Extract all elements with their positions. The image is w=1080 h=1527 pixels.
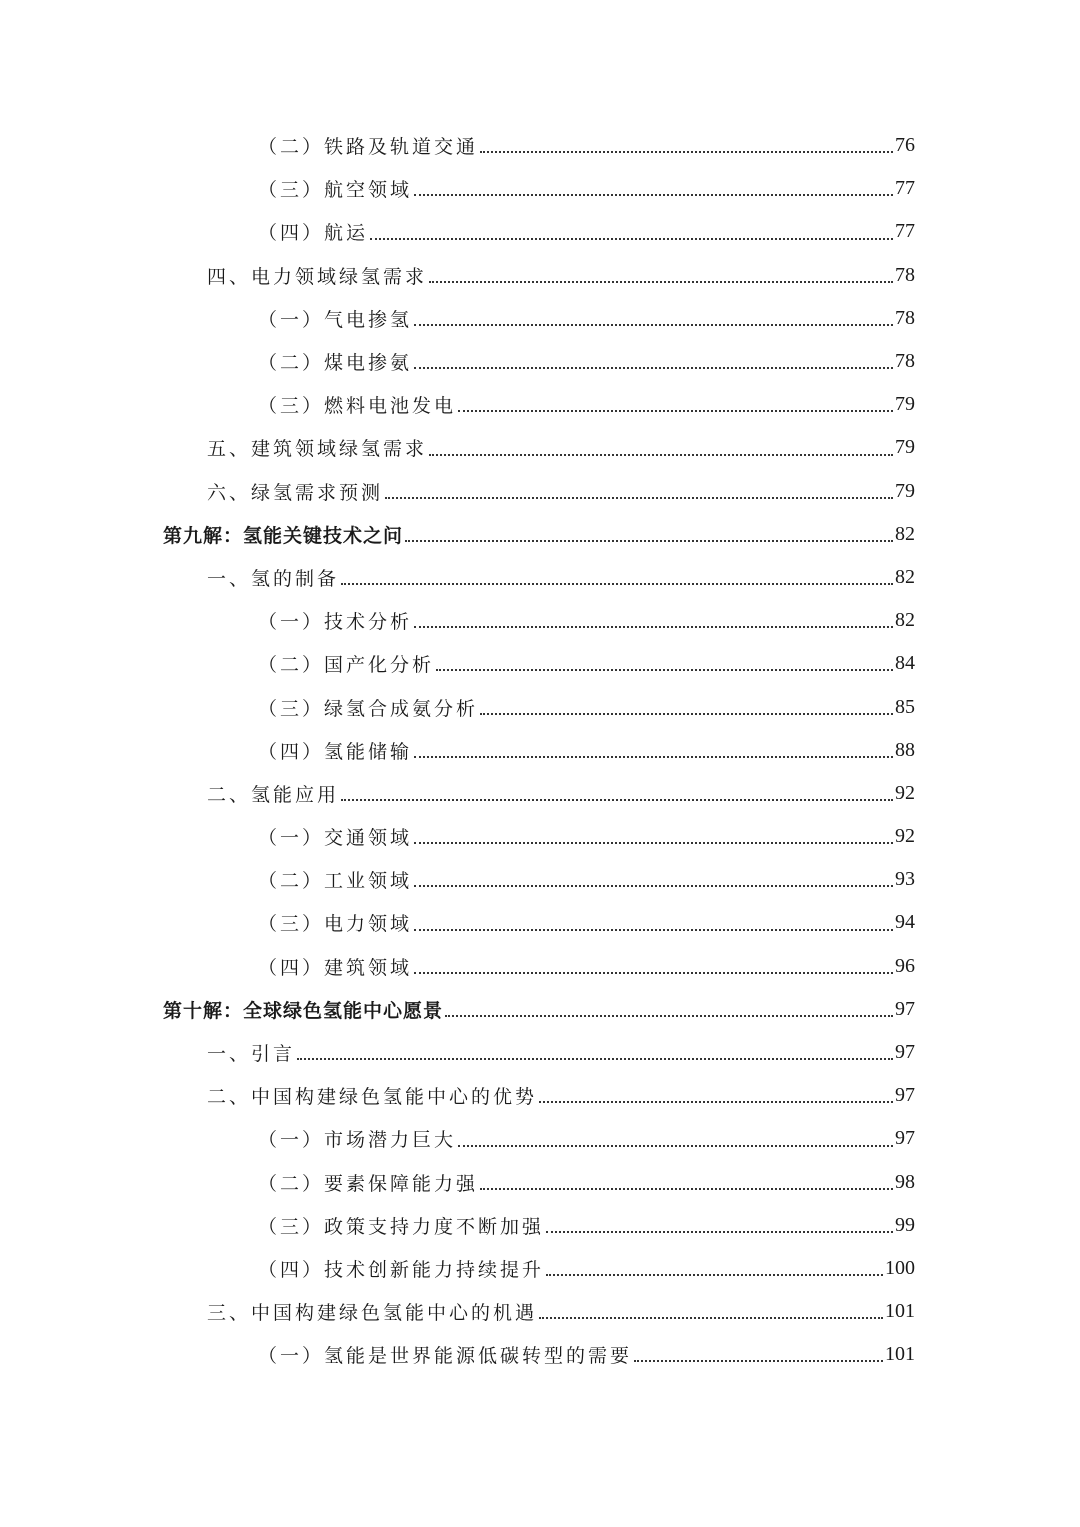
- dot-leader: [546, 1230, 893, 1233]
- toc-entry[interactable]: [0, 426, 1080, 469]
- toc-entry[interactable]: [0, 945, 1080, 988]
- toc-entry[interactable]: [0, 383, 1080, 426]
- toc-entry-title: （四）航运: [258, 222, 369, 245]
- toc-entry-page-number: 79: [895, 436, 915, 459]
- dot-leader: [414, 193, 893, 196]
- toc-entry-title: （一）交通领域: [258, 827, 413, 850]
- toc-entry-page-number: 78: [895, 350, 915, 373]
- toc-entry-title: （四）氢能储输: [258, 740, 413, 763]
- toc-entry-page-number: 77: [895, 220, 915, 243]
- dot-leader: [341, 582, 893, 585]
- toc-entry-page-number: 97: [895, 997, 915, 1020]
- toc-entry-page-number: 85: [895, 695, 915, 718]
- toc-entry-page-number: 97: [895, 1127, 915, 1150]
- toc-entry-title: （三）电力领域: [258, 913, 413, 936]
- dot-leader: [480, 712, 893, 715]
- dot-leader: [414, 366, 893, 369]
- toc-entry[interactable]: [0, 1247, 1080, 1290]
- toc-entry-page-number: 78: [895, 263, 915, 286]
- toc-entry-title: 三、中国构建绿色氢能中心的机遇: [207, 1302, 538, 1325]
- dot-leader: [429, 280, 893, 283]
- toc-entry-page-number: 82: [895, 565, 915, 588]
- toc-entry-title: （四）技术创新能力持续提升: [258, 1258, 545, 1281]
- dot-leader: [634, 1359, 883, 1362]
- toc-entry-title: （三）航空领域: [258, 179, 413, 202]
- dot-leader: [458, 1144, 893, 1147]
- toc-entry-page-number: 100: [885, 1256, 915, 1279]
- toc-entry[interactable]: [0, 210, 1080, 253]
- dot-leader: [414, 971, 893, 974]
- toc-entry-title: （一）技术分析: [258, 611, 413, 634]
- toc-entry-title: （四）建筑领域: [258, 956, 413, 979]
- toc-entry[interactable]: [0, 1204, 1080, 1247]
- dot-leader: [414, 884, 893, 887]
- dot-leader: [370, 237, 893, 240]
- dot-leader: [480, 150, 893, 153]
- table-of-contents: [0, 124, 1080, 1376]
- toc-entry[interactable]: [0, 599, 1080, 642]
- toc-entry-title: （一）氢能是世界能源低碳转型的需要: [258, 1345, 633, 1368]
- dot-leader: [414, 928, 893, 931]
- toc-entry[interactable]: [0, 556, 1080, 599]
- dot-leader: [405, 539, 893, 542]
- dot-leader: [480, 1187, 893, 1190]
- toc-entry-page-number: 77: [895, 177, 915, 200]
- toc-entry[interactable]: [0, 1161, 1080, 1204]
- toc-entry-title: 四、电力领域绿氢需求: [207, 265, 428, 288]
- toc-entry[interactable]: [0, 513, 1080, 556]
- toc-entry-page-number: 79: [895, 479, 915, 502]
- toc-entry-title: 二、中国构建绿色氢能中心的优势: [207, 1086, 538, 1109]
- toc-entry[interactable]: [0, 1074, 1080, 1117]
- toc-entry-title: 一、氢的制备: [207, 567, 340, 590]
- dot-leader: [297, 1057, 893, 1060]
- dot-leader: [414, 755, 893, 758]
- toc-entry[interactable]: [0, 901, 1080, 944]
- toc-entry-page-number: 101: [885, 1300, 915, 1323]
- toc-entry-page-number: 93: [895, 868, 915, 891]
- dot-leader: [445, 1014, 893, 1017]
- dot-leader: [341, 798, 893, 801]
- toc-entry-page-number: 92: [895, 781, 915, 804]
- toc-entry-page-number: 78: [895, 306, 915, 329]
- toc-entry-title: 六、绿氢需求预测: [207, 481, 384, 504]
- toc-entry-title: （二）铁路及轨道交通: [258, 136, 479, 159]
- dot-leader: [458, 409, 893, 412]
- toc-entry[interactable]: [0, 1031, 1080, 1074]
- toc-entry-page-number: 96: [895, 954, 915, 977]
- toc-entry-title: （二）国产化分析: [258, 654, 435, 677]
- toc-entry-page-number: 79: [895, 393, 915, 416]
- toc-entry-title: （三）燃料电池发电: [258, 395, 457, 418]
- toc-entry-title: （二）要素保障能力强: [258, 1172, 479, 1195]
- toc-entry[interactable]: [0, 340, 1080, 383]
- toc-entry-title: （三）绿氢合成氨分析: [258, 697, 479, 720]
- toc-entry[interactable]: [0, 858, 1080, 901]
- toc-entry[interactable]: [0, 167, 1080, 210]
- toc-entry-page-number: 101: [885, 1343, 915, 1366]
- toc-entry-title: （一）市场潜力巨大: [258, 1129, 457, 1152]
- toc-entry-title: （一）气电掺氢: [258, 308, 413, 331]
- toc-entry-title: （三）政策支持力度不断加强: [258, 1215, 545, 1238]
- toc-entry-page-number: 94: [895, 911, 915, 934]
- toc-entry-title: 五、建筑领域绿氢需求: [207, 438, 428, 461]
- toc-entry[interactable]: [0, 297, 1080, 340]
- dot-leader: [414, 323, 893, 326]
- toc-entry[interactable]: [0, 470, 1080, 513]
- toc-entry-title: 二、氢能应用: [207, 783, 340, 806]
- toc-entry[interactable]: [0, 772, 1080, 815]
- toc-entry-page-number: 84: [895, 652, 915, 675]
- dot-leader: [539, 1100, 893, 1103]
- toc-entry[interactable]: [0, 685, 1080, 728]
- toc-entry[interactable]: [0, 1333, 1080, 1376]
- toc-entry-title: （二）煤电掺氨: [258, 352, 413, 375]
- toc-entry-page-number: 92: [895, 825, 915, 848]
- toc-entry[interactable]: [0, 642, 1080, 685]
- toc-entry-page-number: 82: [895, 522, 915, 545]
- toc-entry-title: 第十解：全球绿色氢能中心愿景: [163, 999, 444, 1022]
- dot-leader: [539, 1316, 883, 1319]
- dot-leader: [385, 496, 893, 499]
- toc-entry-page-number: 82: [895, 609, 915, 632]
- toc-entry-page-number: 88: [895, 738, 915, 761]
- toc-entry-page-number: 99: [895, 1213, 915, 1236]
- dot-leader: [429, 453, 893, 456]
- toc-entry-title: 一、引言: [207, 1043, 296, 1066]
- toc-entry-page-number: 76: [895, 134, 915, 157]
- toc-entry[interactable]: [0, 124, 1080, 167]
- toc-entry[interactable]: [0, 988, 1080, 1031]
- toc-entry-title: 第九解：氢能关键技术之问: [163, 524, 404, 547]
- toc-entry[interactable]: [0, 729, 1080, 772]
- toc-entry[interactable]: [0, 254, 1080, 297]
- dot-leader: [414, 841, 893, 844]
- toc-entry[interactable]: [0, 1290, 1080, 1333]
- dot-leader: [414, 625, 893, 628]
- dot-leader: [436, 668, 893, 671]
- toc-entry-title: （二）工业领域: [258, 870, 413, 893]
- toc-entry[interactable]: [0, 815, 1080, 858]
- dot-leader: [546, 1273, 883, 1276]
- toc-entry-page-number: 97: [895, 1041, 915, 1064]
- toc-entry-page-number: 98: [895, 1170, 915, 1193]
- toc-entry-page-number: 97: [895, 1084, 915, 1107]
- toc-entry[interactable]: [0, 1117, 1080, 1160]
